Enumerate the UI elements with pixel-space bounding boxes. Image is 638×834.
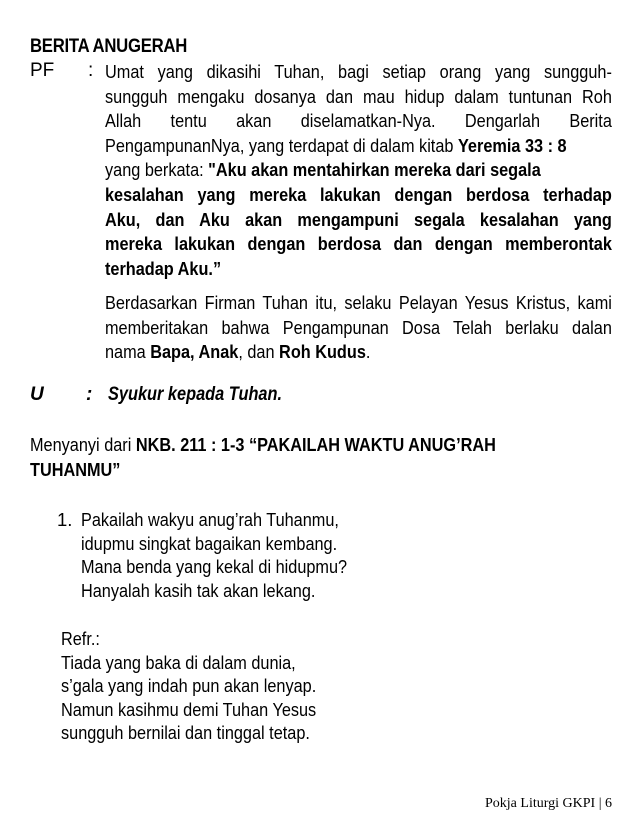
quoted-verse-line: Aku, dan Aku akan mengampuni segala kesalahan yang — [105, 208, 612, 230]
verse-number: 1. — [57, 509, 73, 530]
paragraph-line — [105, 134, 612, 159]
paragraph-line — [105, 340, 612, 365]
trinity-name: Roh Kudus — [279, 341, 366, 363]
paragraph-line: sungguh mengaku dosanya dan mau hidup dalam tuntunan Roh — [105, 85, 612, 107]
speaker-label-pf: PF — [30, 60, 55, 81]
refrain-label: Refr.: — [61, 628, 100, 649]
declaration-paragraph — [105, 291, 612, 365]
page-footer: Pokja Liturgi GKPI | 6 — [485, 796, 612, 811]
speaker-colon: : — [88, 60, 94, 81]
verse-line: Pakailah wakyu anug’rah Tuhanmu, — [81, 509, 339, 530]
song-title: NKB. 211 : 1-3 “PAKAILAH WAKTU ANUG’RAH — [135, 434, 496, 455]
song-refrain — [61, 627, 351, 745]
song-instruction — [30, 433, 610, 482]
verse-line: Mana benda yang kekal di hidupmu? — [81, 556, 348, 577]
refrain-line: s’gala yang indah pun akan lenyap. — [61, 675, 317, 696]
quoted-verse-line: terhadap Aku.” — [105, 257, 222, 279]
quoted-verse-line: mereka lakukan dengan berdosa dan dengan memberontak — [105, 233, 612, 255]
paragraph-line: Allah tentu akan diselamatkan-Nya. Dengarlah Berita — [105, 110, 612, 132]
paragraph-text: , dan — [238, 341, 280, 363]
paragraph-text: yang berkata: — [105, 159, 209, 181]
paragraph-line — [105, 158, 612, 183]
verse-line: Hanyalah kasih tak akan lekang. — [81, 579, 316, 601]
paragraph-text: . — [365, 341, 371, 363]
trinity-name: Bapa, Anak — [150, 341, 239, 363]
quoted-verse: "Aku akan mentahirkan mereka dari segala — [208, 159, 541, 181]
paragraph-line: Umat yang dikasihi Tuhan, bagi setiap orang yang sungguh- — [105, 61, 612, 82]
congregation-response: Syukur kepada Tuhan. — [108, 384, 283, 405]
verse-line: idupmu singkat bagaikan kembang. — [81, 532, 338, 554]
absolution-paragraph — [105, 60, 612, 281]
quoted-verse-line: kesalahan yang mereka lakukan dengan berdosa terhadap — [105, 183, 612, 205]
paragraph-line: Berdasarkan Firman Tuhan itu, selaku Pelayan Yesus Kristus, kami — [105, 292, 612, 313]
paragraph-line: memberitakan bahwa Pengampunan Dosa Telah berlaku dalan — [105, 316, 612, 338]
paragraph-text: nama — [105, 341, 151, 363]
scripture-reference: Yeremia 33 : 8 — [457, 134, 567, 156]
section-heading: BERITA ANUGERAH — [30, 36, 188, 57]
speaker-label-u: U — [30, 384, 44, 405]
refrain-line: sungguh bernilai dan tinggal tetap. — [61, 722, 310, 743]
refrain-line: Tiada yang baka di dalam dunia, — [61, 651, 296, 673]
verse-lines — [81, 508, 383, 602]
speaker-colon: : — [86, 384, 93, 405]
song-title-continued: TUHANMU” — [30, 458, 121, 480]
song-intro: Menyanyi dari — [30, 434, 136, 455]
refrain-line: Namun kasihmu demi Tuhan Yesus — [61, 698, 317, 720]
paragraph-text: PengampunanNya, yang terdapat di dalam kitab — [105, 134, 458, 156]
